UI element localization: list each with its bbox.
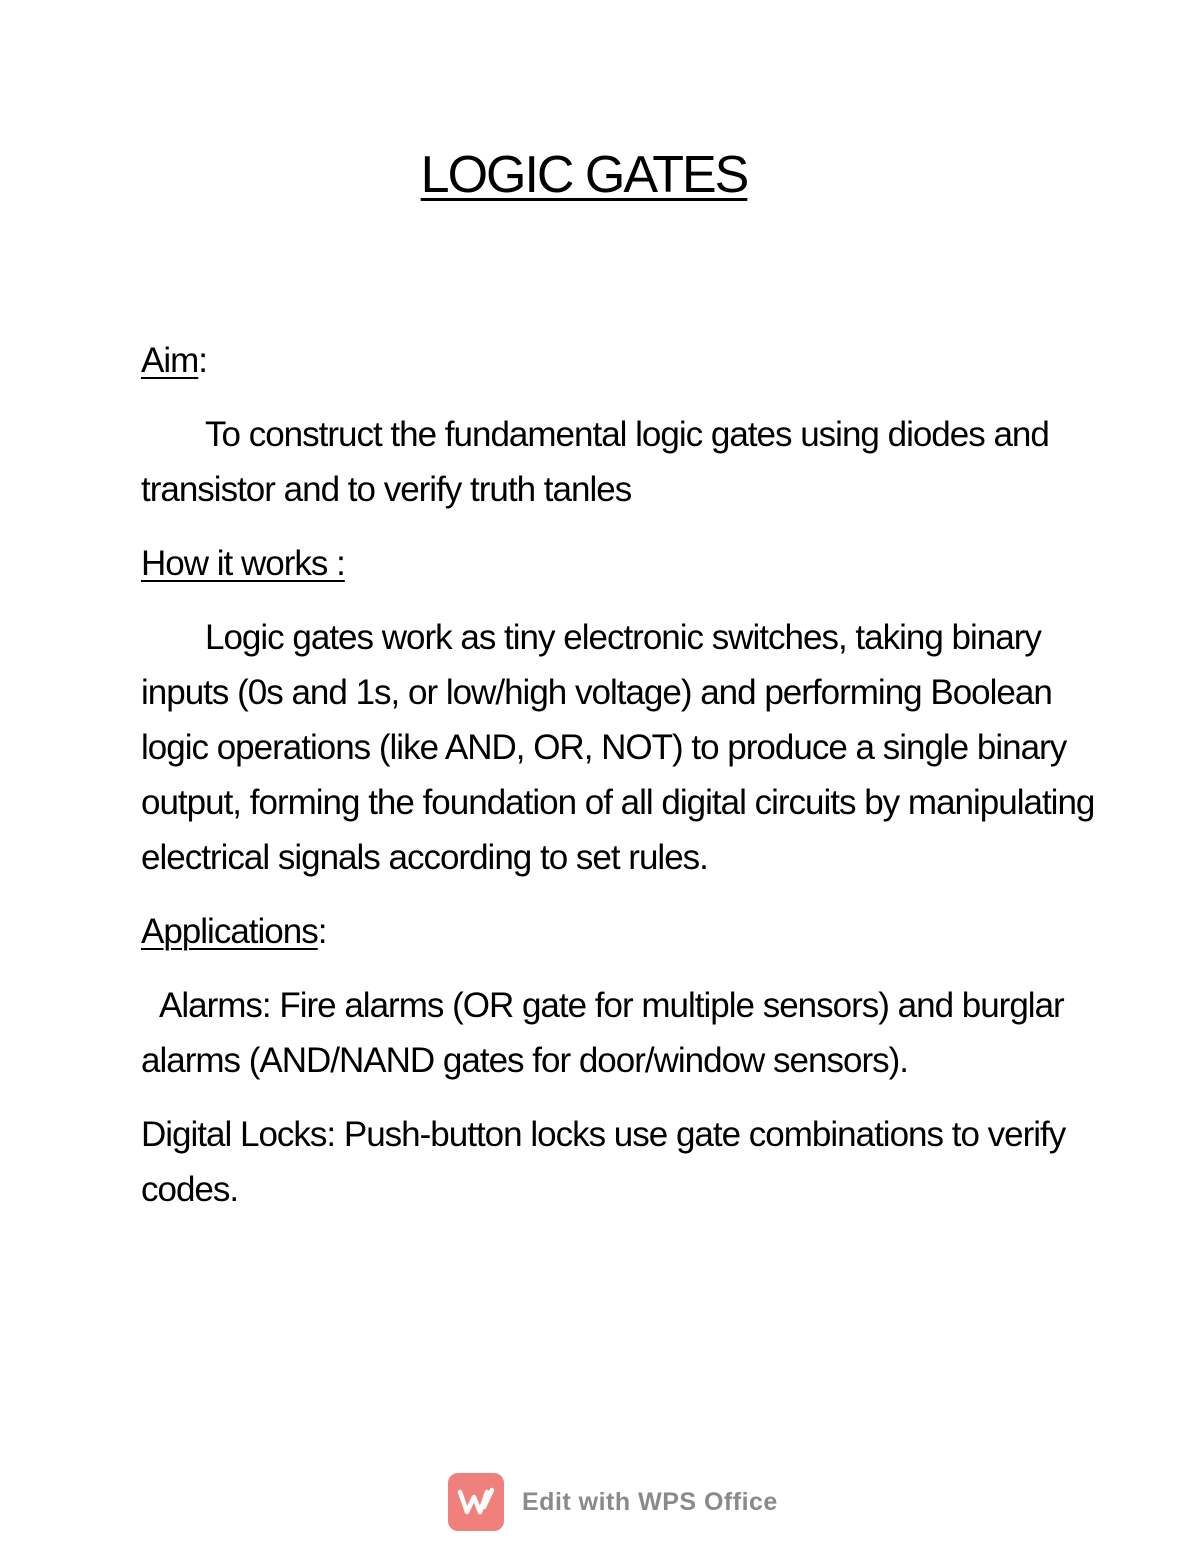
application-item-digital-locks: Digital Locks: Push-button locks use gate combinations to verify codes. xyxy=(141,1115,1066,1209)
aim-heading-colon: : xyxy=(198,341,208,380)
applications-heading-label: Applications xyxy=(141,912,318,951)
aim-heading-label: Aim xyxy=(141,341,199,380)
how-it-works-heading xyxy=(141,536,1101,591)
applications-heading-colon: : xyxy=(317,912,327,951)
how-it-works-text: Logic gates work as tiny electronic switches, taking binary inputs (0s and 1s, or low/high voltage) and performing Boolean logic operations (like AND, OR, NOT) to produce a single binary output, forming the foundation of all digital circuits by manipulating electrical signals according to set rules. xyxy=(141,618,1095,877)
wps-office-logo-icon xyxy=(448,1473,504,1531)
document-title: LOGIC GATES xyxy=(420,146,748,204)
aim-heading xyxy=(141,333,1101,388)
aim-text: To construct the fundamental logic gates using diodes and transistor and to verify truth tanles xyxy=(141,415,1049,509)
wps-edit-label: Edit with WPS Office xyxy=(522,1487,778,1516)
wps-edit-banner[interactable] xyxy=(448,1473,778,1531)
document-body xyxy=(141,333,1101,1236)
applications-heading xyxy=(141,904,1101,959)
how-it-works-heading-label: How it works : xyxy=(141,544,345,583)
application-item-alarms: Alarms: Fire alarms (OR gate for multiple sensors) and burglar alarms (AND/NAND gates for door/window sensors). xyxy=(141,986,1064,1080)
wps-logo-glyph xyxy=(456,1485,496,1519)
